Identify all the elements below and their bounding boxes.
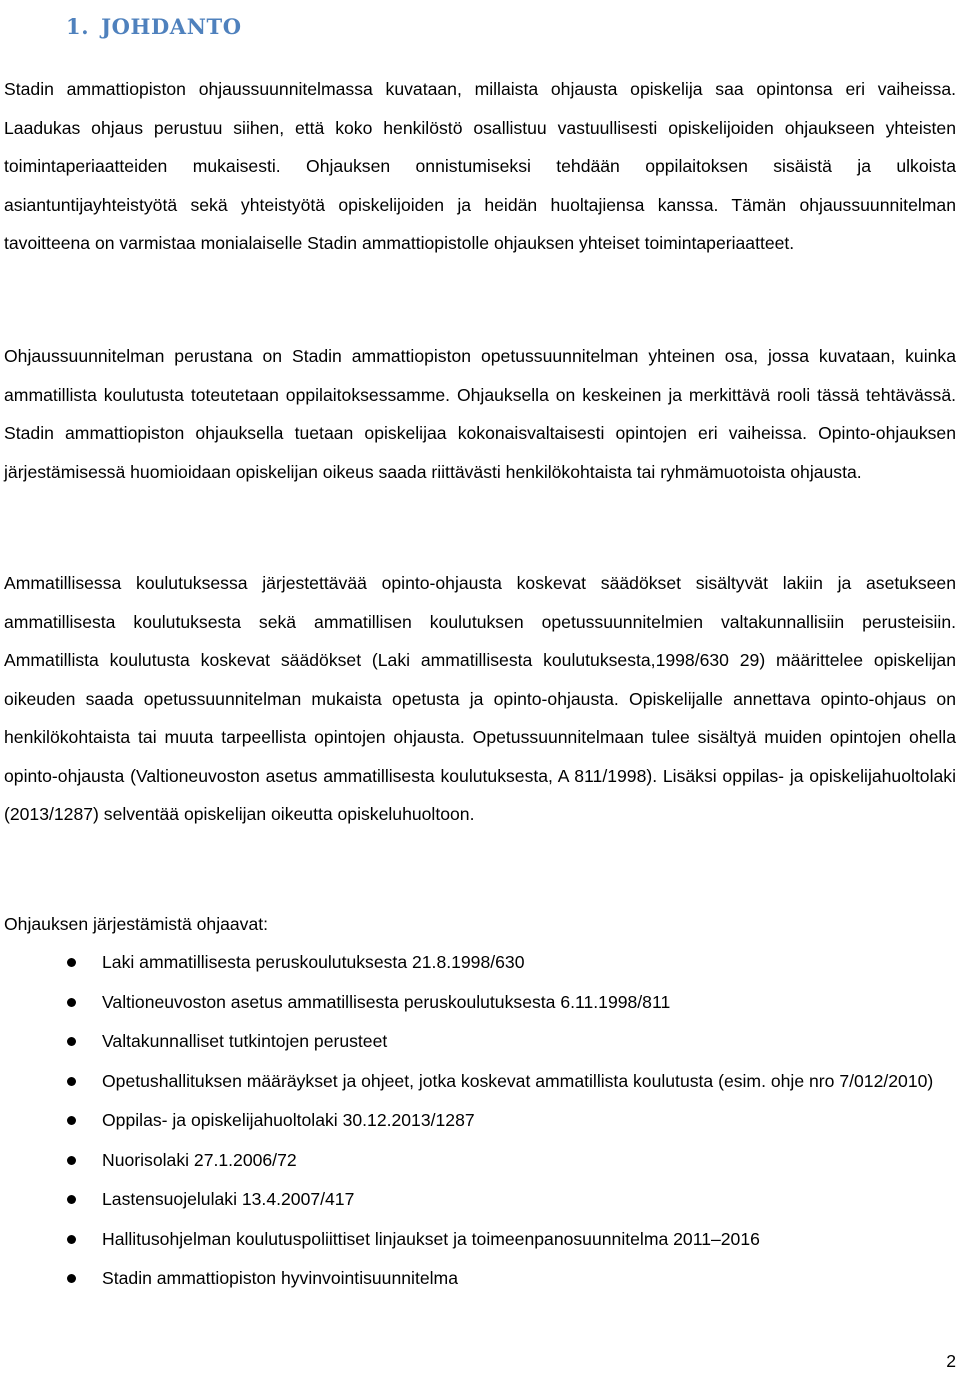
list-item-text: Stadin ammattiopiston hyvinvointisuunnitelma [102, 1268, 458, 1288]
bullet-icon [67, 1156, 76, 1165]
bullet-icon [67, 958, 76, 967]
section-title: JOHDANTO [101, 14, 242, 40]
list-item-text: Valtioneuvoston asetus ammatillisesta peruskoulutuksesta 6.11.1998/811 [102, 991, 671, 1012]
list-item-text: Opetushallituksen määräykset ja ohjeet, jotka koskevat ammatillista koulutusta (esim. ohje nro 7/012/2010) [102, 1070, 934, 1091]
bullet-icon [67, 1195, 76, 1204]
paragraph-intro: Stadin ammattiopiston ohjaussuunnitelmassa kuvataan, millaista ohjausta opiskelija saa opintonsa eri vaiheissa. Laadukas ohjaus perustuu siihen, että koko henkilöstö osallistuu vastuullisesti opiskelijoiden ohjaukseen yhteisten toimintaperiaatteiden mukaisesti. Ohjauksen onnistumiseksi tehdään oppilaitoksen sisäistä ja ulkoista asiantuntijayhteistyötä sekä yhteistyötä opiskelijoiden ja heidän huoltajiensa kanssa. Tämän ohjaussuunnitelman tavoitteena on varmistaa monialaiselle Stadin ammattiopistolle ohjauksen yhteiset toimintaperiaatteet. [4, 79, 956, 253]
section-number: 1. [66, 14, 90, 40]
list-item-text: Lastensuojelulaki 13.4.2007/417 [102, 1189, 355, 1209]
bullet-icon [67, 998, 76, 1007]
list-item-text: Valtakunnalliset tutkintojen perusteet [102, 1031, 388, 1051]
list-item [0, 983, 956, 1022]
paragraph-legislation: Ammatillisessa koulutuksessa järjestettävää opinto-ohjausta koskevat säädökset sisältyvät lakiin ja asetukseen ammatillisesta koulutuksesta sekä ammatillisen koulutuksen opetussuunnitelmien valtakunnallisiin perusteisiin. Ammatillista koulutusta koskevat säädökset (Laki ammatillisesta koulutuksesta,1998/630 29) määrittelee opiskelijan oikeuden saada opetussuunnitelman mukaista opetusta ja opinto-ohjausta. Opiskelijalle annettava opinto-ohjaus on henkilökohtaista tai muuta tarpeellista opintojen ohjausta. Opetussuunnitelmaan tulee sisältyä muiden opintojen ohella opinto-ohjausta (Valtioneuvoston asetus ammatillisesta koulutuksesta, A 811/1998). Lisäksi oppilas- ja opiskelijahuoltolaki (2013/1287) selventää opiskelijan oikeutta opiskeluhuoltoon. [4, 573, 956, 824]
section-heading [0, 14, 960, 44]
list-intro: Ohjauksen järjestämistä ohjaavat: [4, 914, 269, 934]
paragraph-basis: Ohjaussuunnitelman perustana on Stadin ammattiopiston opetussuunnitelman yhteinen osa, jossa kuvataan, kuinka ammatillista koulutusta toteutetaan oppilaitoksessamme. Ohjauksella on keskeinen ja merkittävä rooli tässä tehtävässä. Stadin ammattiopiston ohjauksella tuetaan opiskelijaa kokonaisvaltaisesti opintojen eri vaiheissa. Opinto-ohjauksen järjestämisessä huomioidaan opiskelijan oikeus saada riittävästi henkilökohtaista tai ryhmämuotoista ohjausta. [4, 346, 956, 482]
list-item [0, 1062, 956, 1101]
regulation-list [0, 943, 956, 1299]
bullet-icon [67, 1077, 76, 1086]
list-item-text: Nuorisolaki 27.1.2006/72 [102, 1149, 297, 1170]
list-item [0, 1220, 956, 1259]
bullet-icon [67, 1235, 76, 1244]
list-item-text: Hallitusohjelman koulutuspoliittiset linjaukset ja toimeenpanosuunnitelma 2011–2016 [102, 1228, 760, 1249]
list-item [0, 1259, 956, 1298]
list-item [0, 943, 956, 982]
bullet-icon [67, 1116, 76, 1125]
list-item-text: Oppilas- ja opiskelijahuoltolaki 30.12.2013/1287 [102, 1110, 475, 1130]
page-number: 2 [946, 1351, 956, 1371]
list-item [0, 1101, 956, 1140]
list-item [0, 1022, 956, 1061]
list-item [0, 1180, 956, 1219]
list-item [0, 1141, 956, 1180]
bullet-icon [67, 1274, 76, 1283]
list-item-text: Laki ammatillisesta peruskoulutuksesta 21.8.1998/630 [102, 952, 525, 972]
bullet-icon [67, 1037, 76, 1046]
